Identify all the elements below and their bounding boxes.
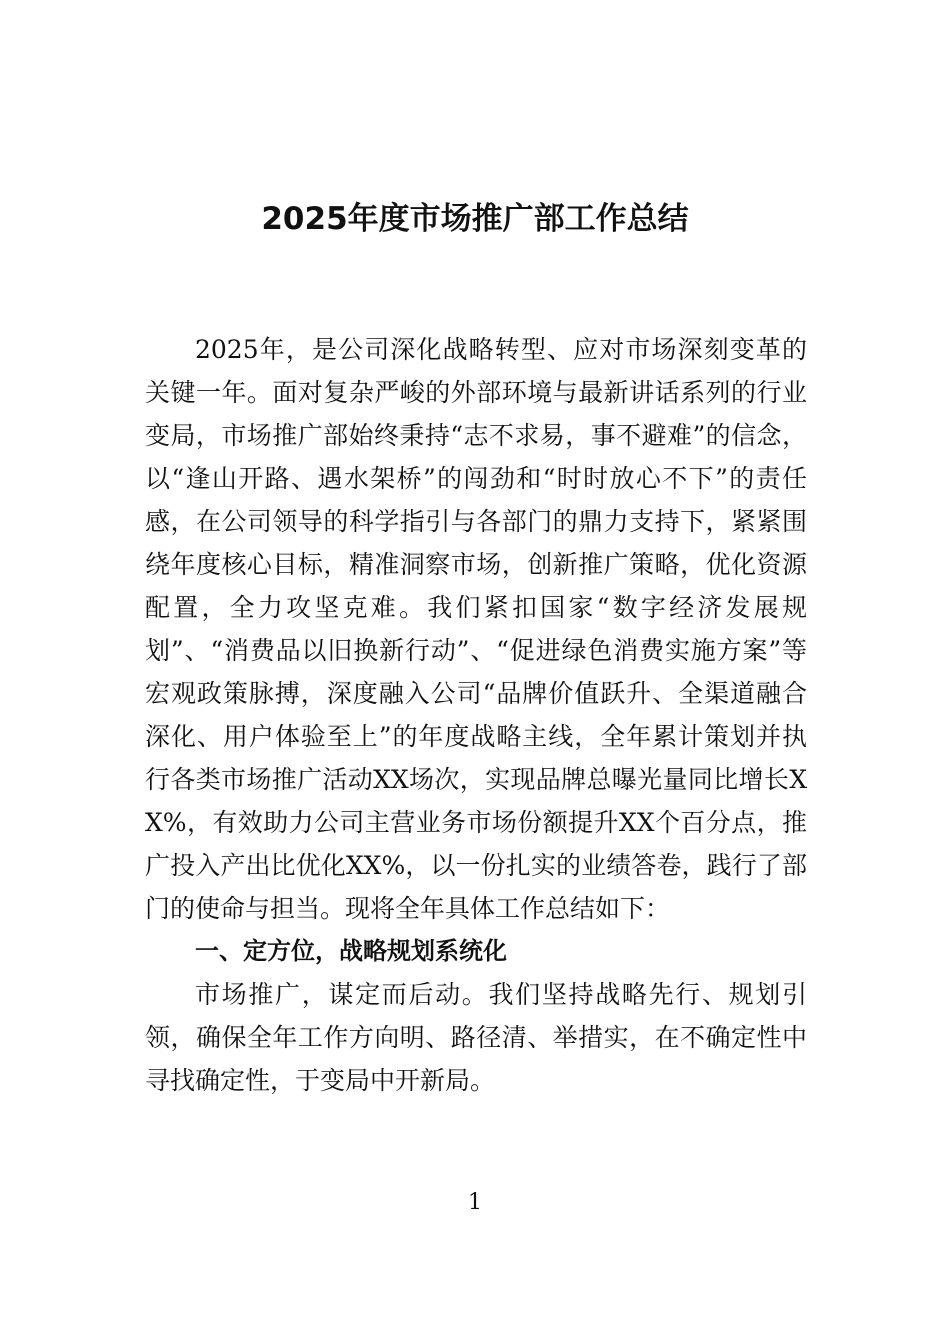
section-heading: 一、定方位，战略规划系统化 bbox=[195, 937, 507, 965]
intro-paragraph: 2025年，是公司深化战略转型、应对市场深刻变革的关键一年。面对复杂严峻的外部环境与最新讲话系列的行业变局，市场推广部始终秉持“志不求易，事不避难”的信念，以“逢山开路、遇水架桥”的闯劲和“时时放心不下”的责任感，在公司领导的科学指引与各部门的鼎力支持下，紧紧围绕年度核心目标，精准洞察市场，创新推广策略，优化资源配置，全力攻坚克难。我们紧扣国家“数字经济发展规划”、“消费品以旧换新行动”、“促进绿色消费实施方案”等宏观政策脉搏，深度融入公司“品牌价值跃升、全渠道融合深化、用户体验至上”的年度战略主线，全年累计策划并执行各类市场推广活动XX场次，实现品牌总曝光量同比增长XX%，有效助力公司主营业务市场份额提升XX个百分点，推广投入产出比优化XX%，以一份扎实的业绩答卷，践行了部门的使命与担当。现将全年具体工作总结如下： bbox=[145, 335, 807, 923]
page-number: 1 bbox=[468, 1190, 482, 1215]
document-body bbox=[145, 328, 807, 1102]
document-title: 2025年度市场推广部工作总结 bbox=[261, 201, 689, 237]
section-paragraph: 市场推广，谋定而后动。我们坚持战略先行、规划引领，确保全年工作方向明、路径清、举措实，在不确定性中寻找确定性，于变局中开新局。 bbox=[145, 980, 807, 1095]
